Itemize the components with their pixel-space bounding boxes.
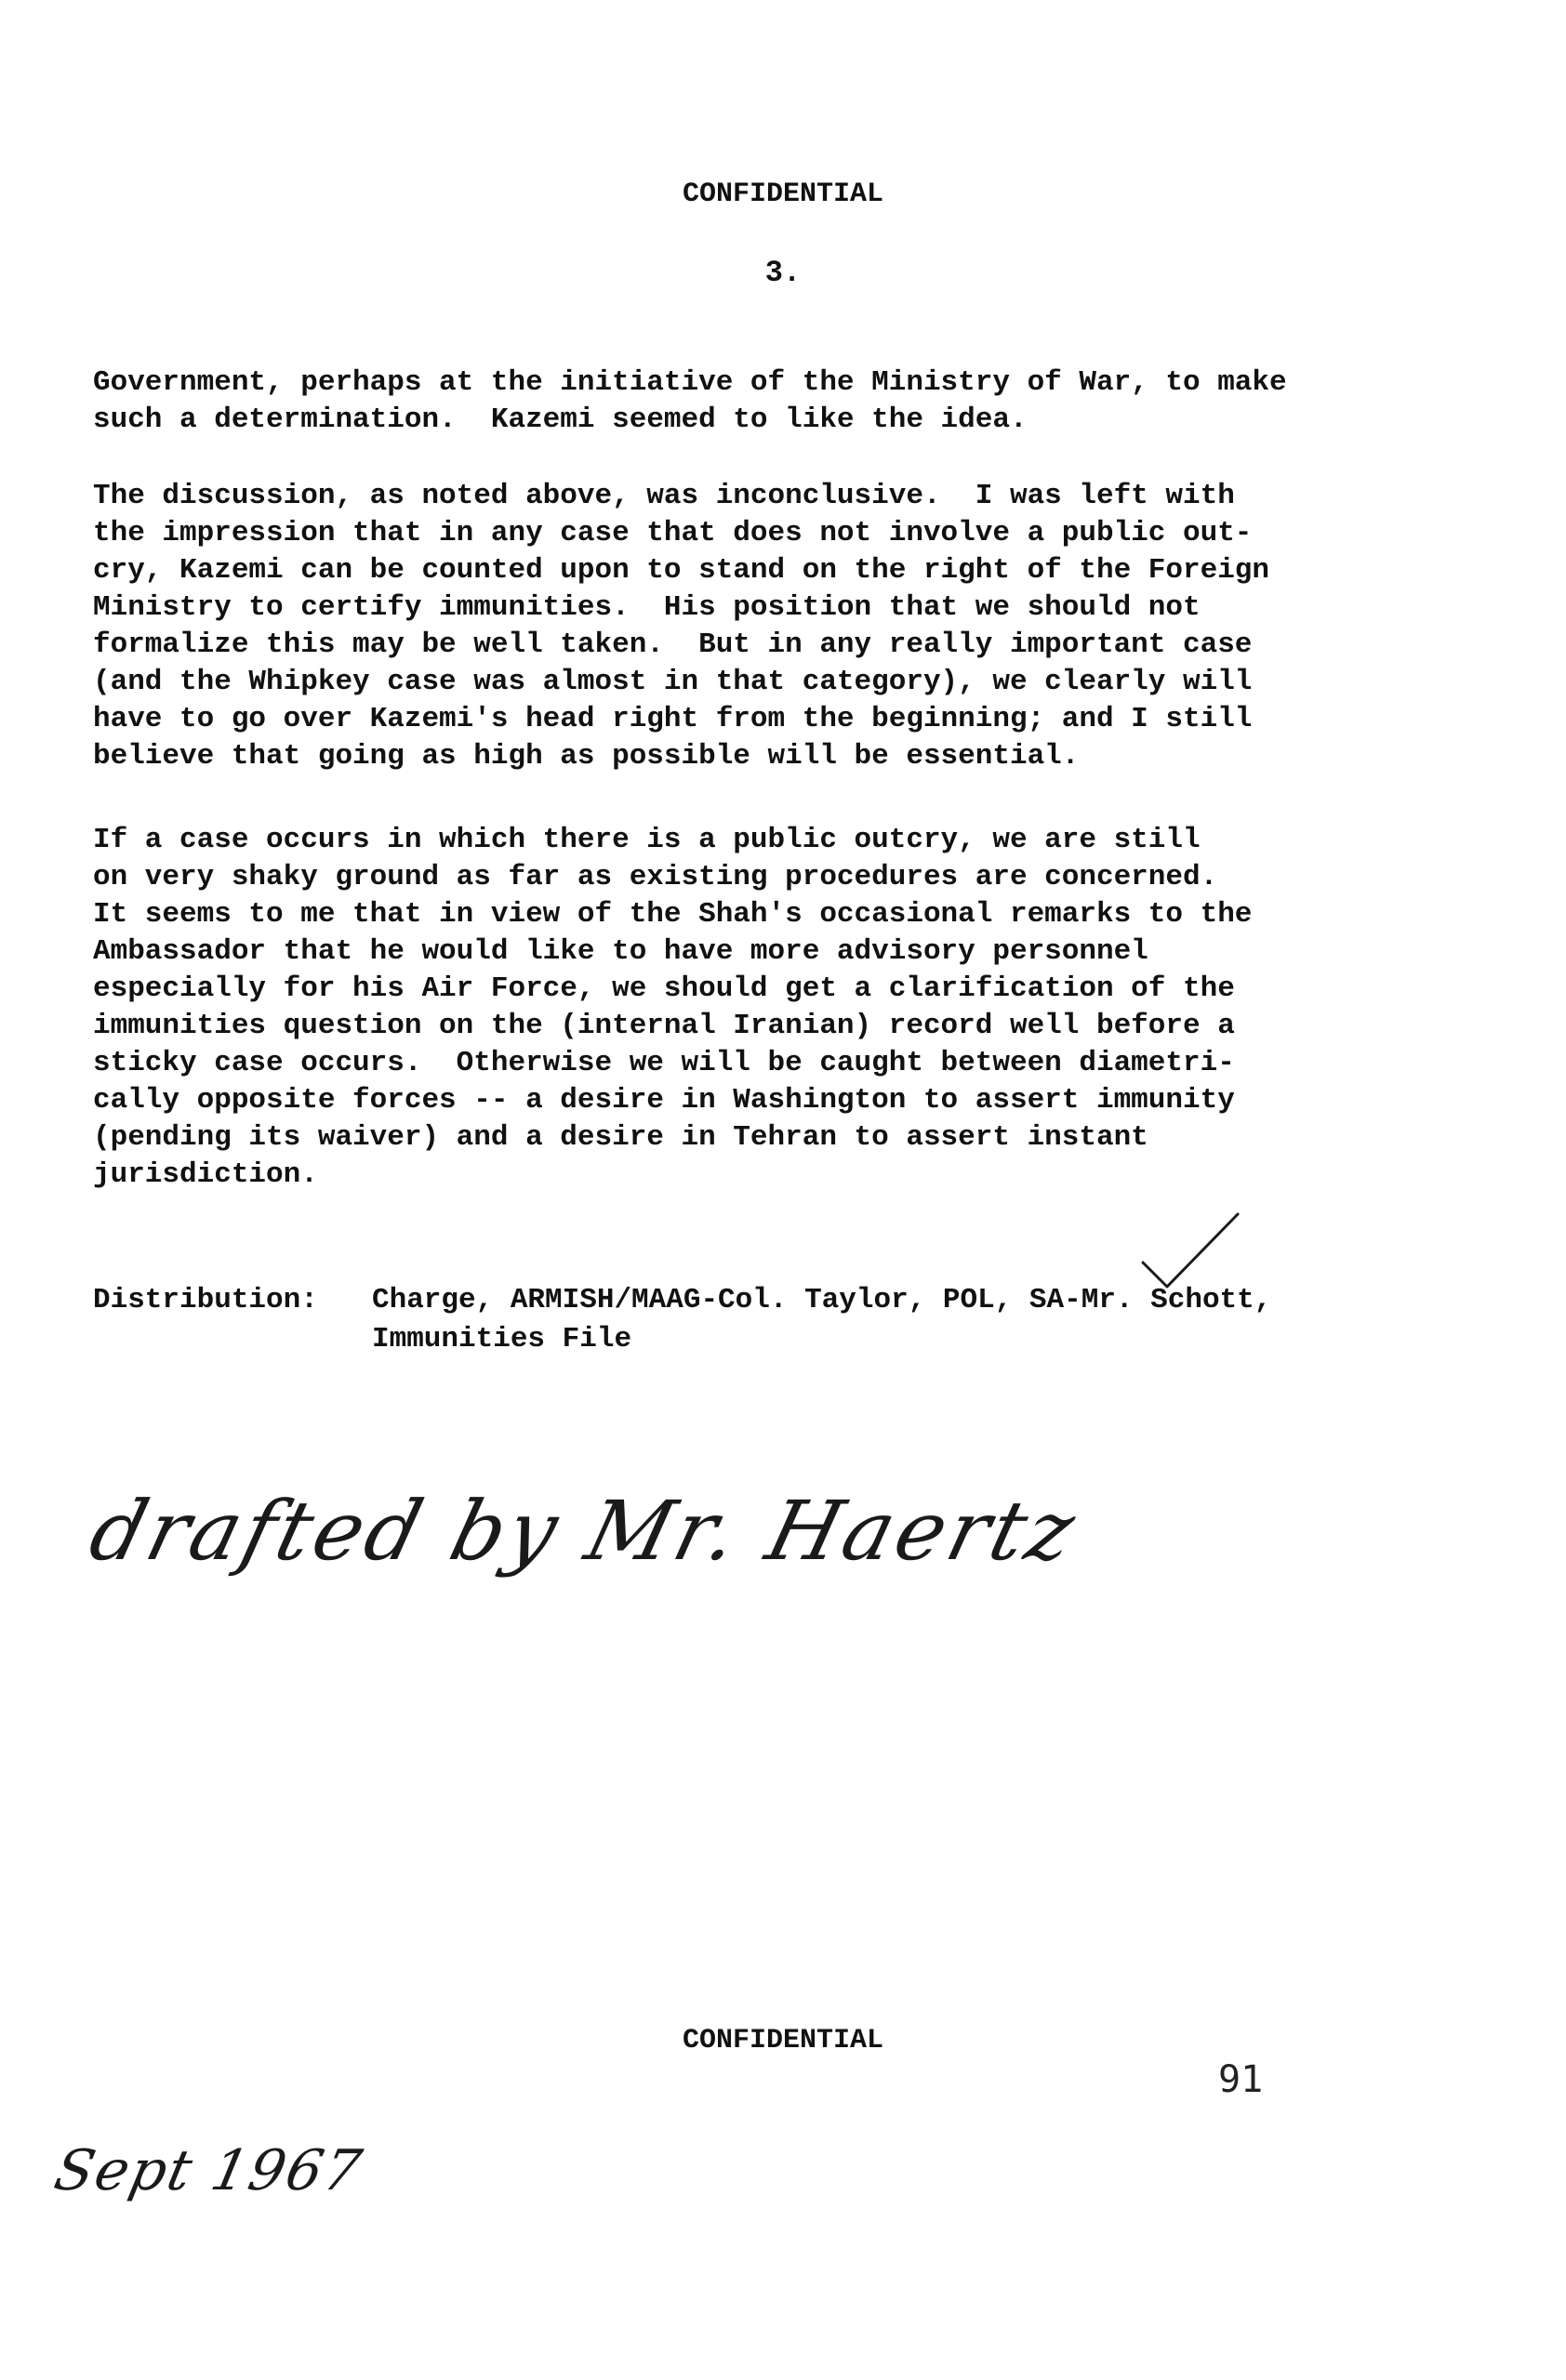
distribution-label: Distribution: (93, 1284, 318, 1316)
page-marker: 3. (764, 256, 802, 290)
paragraph-continuation: Government, perhaps at the initiative of the Ministry of War, to make such a determination. Kazemi seemed to like the idea. (93, 366, 1287, 436)
paragraph-public-outcry: If a case occurs in which there is a public outcry, we are still on very shaky ground as far as existing procedures are concerned. It seems to me that in view of the Shah's occasional remarks to the Ambassador that he would like to have more advisory personnel especially for his Air Force, we should get a clarification of the immunities question on the (internal Iranian) record well before a sticky case occurs. Otherwise we will be caught between diametri- cally opposite forces -- a desire in Washington to assert immunity (pending its waiver) and a desire in Tehran to assert instant jurisdiction. (93, 824, 1253, 1191)
classification-header: CONFIDENTIAL (682, 178, 884, 210)
handwritten-drafted-note: drafted by Mr. Haertz (81, 1483, 1088, 1579)
classification-footer: CONFIDENTIAL (682, 2025, 884, 2056)
distribution-list: Charge, ARMISH/MAAG-Col. Taylor, POL, SA-Mr. Schott, Immunities File (372, 1284, 1272, 1355)
handwritten-date: Sept 1967 (48, 2138, 369, 2203)
paragraph-discussion: The discussion, as noted above, was inconclusive. I was left with the impression that in any case that does not involve a public out- cry, Kazemi can be counted upon to stand on the right of the Foreign Ministry to certify immunities. His position that we should not formalize this may be well taken. But in any really important case (and the Whipkey case was almost in that category), we clearly will have to go over Kazemi's head right from the beginning; and I still believe that going as high as possible will be essential. (93, 480, 1270, 773)
page-number: 91 (1218, 2058, 1264, 2101)
checkmark-icon (1139, 1209, 1241, 1292)
